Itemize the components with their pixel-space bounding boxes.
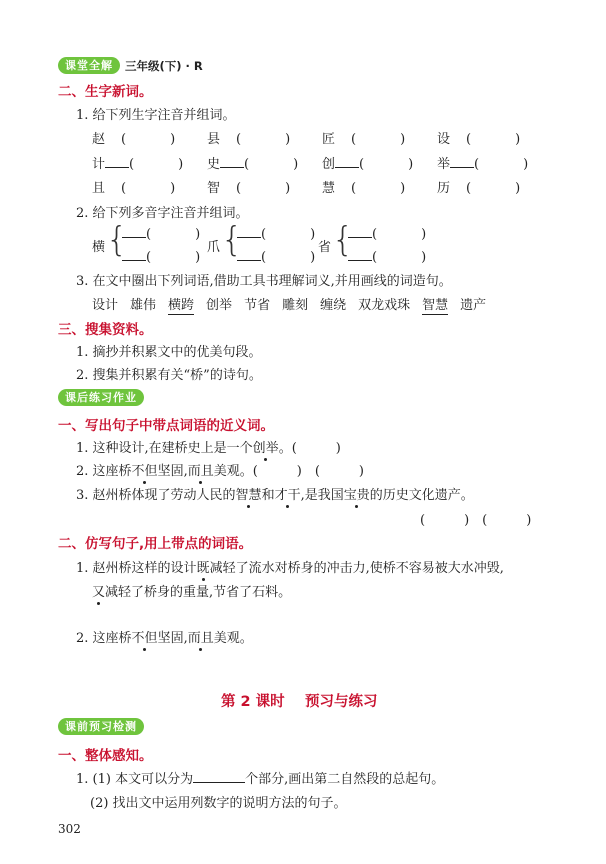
- dotted-word: 而且: [188, 627, 214, 646]
- fill-blank: [348, 248, 372, 261]
- char: 设: [437, 132, 451, 147]
- char: 赵: [92, 132, 106, 147]
- grade-label: 三年级(下) · R: [125, 59, 203, 73]
- char-cell: [92, 153, 189, 172]
- polyphone-entry: [122, 246, 206, 265]
- sentence: 3. 赵州桥体现了劳动人民的智慧和才干,是我国宝贵的历史文化遗产。: [76, 484, 474, 503]
- vocab-word: 智慧: [422, 298, 449, 313]
- lesson-number: 第 2 课时: [221, 694, 285, 710]
- paren-blank: ( ): [466, 132, 527, 147]
- sentence: 2. 这座桥不但坚固,而且美观。: [76, 627, 253, 646]
- paren-blank: ( ): [146, 250, 207, 265]
- fill-blank: [122, 248, 146, 261]
- sentence: (2) 找出文中运用列数字的说明方法的句子。: [90, 796, 347, 811]
- vocab-word: 设计: [92, 298, 119, 313]
- polyphone-entry: [348, 246, 432, 265]
- dotted-word: 又: [92, 581, 105, 600]
- vocab-word: 双龙戏珠: [358, 298, 411, 313]
- char: 举: [437, 157, 451, 172]
- paren-blank: ( ): [236, 132, 297, 147]
- char-cell: [322, 128, 411, 147]
- paren-blank: ( ): [372, 250, 433, 265]
- sentence: 1. 赵州桥这样的设计既减轻了流水对桥身的冲击力,使桥不容易被大水冲毁,: [76, 557, 504, 576]
- section-banner: 课前预习检测: [58, 718, 144, 735]
- dotted-word: 不但: [132, 627, 158, 646]
- sentence: 2. 这座桥不但坚固,而且美观。( ) ( ): [76, 460, 364, 479]
- brace: {: [106, 220, 128, 260]
- char: 匠: [322, 132, 336, 147]
- list-item: 1. 摘抄并积累文中的优美句段。: [76, 345, 262, 360]
- char: 史: [207, 157, 221, 172]
- vocab-word: 缠绕: [320, 298, 347, 313]
- paren-blank: ( ): [121, 132, 182, 147]
- char: 智: [207, 181, 221, 196]
- brace: {: [332, 220, 354, 260]
- polyphone-entry: [348, 223, 432, 242]
- vocab-word: 创举: [206, 298, 233, 313]
- paren-blank: ( ): [351, 181, 412, 196]
- polyphone-char: 省: [318, 240, 332, 255]
- section-banner: 课堂全解: [58, 57, 120, 74]
- fill-blank: [122, 225, 146, 238]
- char-cell: [322, 153, 419, 172]
- question-label: 2. 给下列多音字注音并组词。: [76, 206, 249, 221]
- char-cell: [207, 153, 304, 172]
- vocab-word: 节省: [244, 298, 271, 313]
- paren-blank: ( ): [351, 132, 412, 147]
- paren-blank: ( ): [146, 227, 207, 242]
- fill-blank: [237, 225, 261, 238]
- char-cell: [322, 177, 411, 196]
- char: 慧: [322, 181, 336, 196]
- char: 县: [207, 132, 221, 147]
- vocab-word: 雕刻: [282, 298, 309, 313]
- paren-blank: ( ): [359, 157, 420, 172]
- char: 历: [437, 181, 451, 196]
- polyphone-entry: [237, 246, 321, 265]
- section-title: 一、写出句子中带点词语的近义词。: [58, 418, 274, 434]
- char: 创: [322, 157, 336, 172]
- sentence: 又减轻了桥身的重量,节省了石料。: [92, 581, 291, 600]
- dotted-word: 智慧: [236, 484, 262, 503]
- dotted-word: 不但: [132, 460, 158, 479]
- word-list: [92, 294, 498, 313]
- paren-blank: ( ): [261, 250, 322, 265]
- vocab-word: 横跨: [168, 298, 195, 313]
- paren-blank: ( ): [261, 227, 322, 242]
- vocab-word: 遗产: [460, 298, 487, 313]
- dotted-word: 才干: [275, 484, 301, 503]
- section-banner: 课后练习作业: [58, 389, 144, 406]
- char-cell: [92, 177, 181, 196]
- answer-blanks: ( ) ( ): [420, 513, 532, 528]
- fill-blank: [193, 770, 245, 783]
- paren-blank: ( ): [236, 181, 297, 196]
- brace: {: [221, 220, 243, 260]
- section-title: 三、搜集资料。: [58, 322, 153, 338]
- section-title: 二、仿写句子,用上带点的词语。: [58, 536, 253, 552]
- char-cell: [437, 153, 534, 172]
- char: 计: [92, 157, 106, 172]
- fill-blank: [237, 248, 261, 261]
- paren-blank: ( ): [244, 157, 305, 172]
- char-cell: [437, 128, 526, 147]
- polyphone-entry: [237, 223, 321, 242]
- char: 且: [92, 181, 106, 196]
- paren-blank: ( ): [466, 181, 527, 196]
- polyphone-char: 横: [92, 240, 106, 255]
- fill-blank: [220, 155, 244, 168]
- paren-blank: ( ): [474, 157, 535, 172]
- dotted-word: 而且: [188, 460, 214, 479]
- char-cell: [437, 177, 526, 196]
- question-label: 1. 给下列生字注音并组词。: [76, 108, 236, 123]
- fill-blank: [450, 155, 474, 168]
- dotted-word: 创举: [253, 437, 279, 456]
- section-title: 二、生字新词。: [58, 84, 153, 100]
- paren-blank: ( ): [372, 227, 433, 242]
- dotted-word: 宝贵: [344, 484, 370, 503]
- fill-blank: [105, 155, 129, 168]
- fill-blank: [348, 225, 372, 238]
- sentence: 1. (1) 本文可以分为 个部分,画出第二自然段的总起句。: [76, 772, 445, 787]
- list-item: 2. 搜集并积累有关“桥”的诗句。: [76, 368, 262, 383]
- char-cell: [207, 177, 296, 196]
- sentence: 1. 这种设计,在建桥史上是一个创举。( ): [76, 437, 341, 456]
- polyphone-entry: [122, 223, 206, 242]
- section-title: 一、整体感知。: [58, 748, 153, 764]
- vocab-word: 雄伟: [130, 298, 157, 313]
- page-number: 302: [58, 822, 81, 836]
- polyphone-char: 爪: [207, 240, 221, 255]
- fill-blank: [335, 155, 359, 168]
- char-cell: [92, 128, 181, 147]
- paren-blank: ( ): [121, 181, 182, 196]
- lesson-title: 预习与练习: [305, 694, 378, 710]
- paren-blank: ( ): [129, 157, 190, 172]
- dotted-word: 既: [197, 557, 210, 576]
- question-label: 3. 在文中圈出下列词语,借助工具书理解词义,并用画线的词造句。: [76, 274, 452, 289]
- char-cell: [207, 128, 296, 147]
